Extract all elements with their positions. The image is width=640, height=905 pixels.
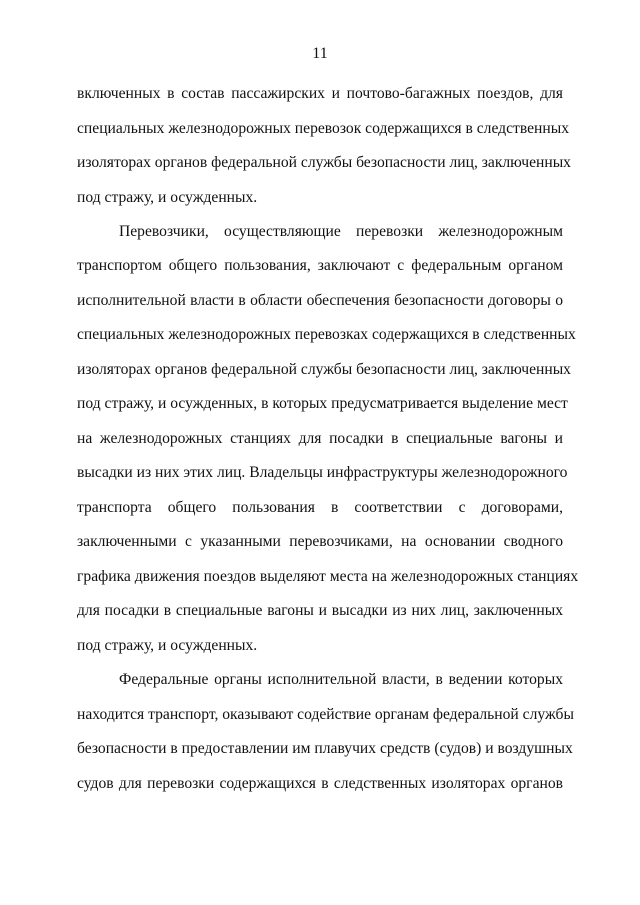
text-line: под стражу, и осужденных, в которых предусматривается выделение мест: [77, 395, 568, 412]
text-line: транспорта общего пользования в соответствии с договорами,: [77, 499, 563, 516]
text-line: безопасности в предоставлении им плавучих средств (судов) и воздушных: [77, 740, 573, 757]
text-line: высадки из них этих лиц. Владельцы инфраструктуры железнодорожного: [77, 464, 568, 481]
text-line: под стражу, и осужденных.: [77, 637, 258, 654]
text-line: исполнительной власти в области обеспечения безопасности договоры о: [77, 292, 563, 309]
text-line: включенных в состав пассажирских и почтово-багажных поездов, для: [77, 85, 563, 102]
text-line: заключенными с указанными перевозчиками, на основании сводного: [77, 533, 563, 550]
text-line: под стражу, и осужденных.: [77, 189, 258, 206]
text-line: для посадки в специальные вагоны и высадки из них лиц, заключенных: [77, 602, 563, 619]
text-line: специальных железнодорожных перевозок содержащихся в следственных: [77, 120, 570, 137]
text-line: изоляторах органов федеральной службы безопасности лиц, заключенных: [77, 361, 571, 378]
text-line: Перевозчики, осуществляющие перевозки железнодорожным: [119, 223, 563, 240]
text-line: транспортом общего пользования, заключают с федеральным органом: [77, 257, 563, 274]
page-number: 11: [312, 45, 328, 62]
text-line: специальных железнодорожных перевозках содержащихся в следственных: [77, 326, 576, 343]
text-line: Федеральные органы исполнительной власти, в ведении которых: [119, 671, 563, 688]
text-line: находится транспорт, оказывают содействие органам федеральной службы: [77, 706, 574, 723]
text-line: графика движения поездов выделяют места на железнодорожных станциях: [77, 568, 579, 585]
text-line: на железнодорожных станциях для посадки в специальные вагоны и: [77, 430, 563, 447]
text-line: судов для перевозки содержащихся в следственных изоляторах органов: [77, 775, 563, 792]
text-line: изоляторах органов федеральной службы безопасности лиц, заключенных: [77, 154, 571, 171]
